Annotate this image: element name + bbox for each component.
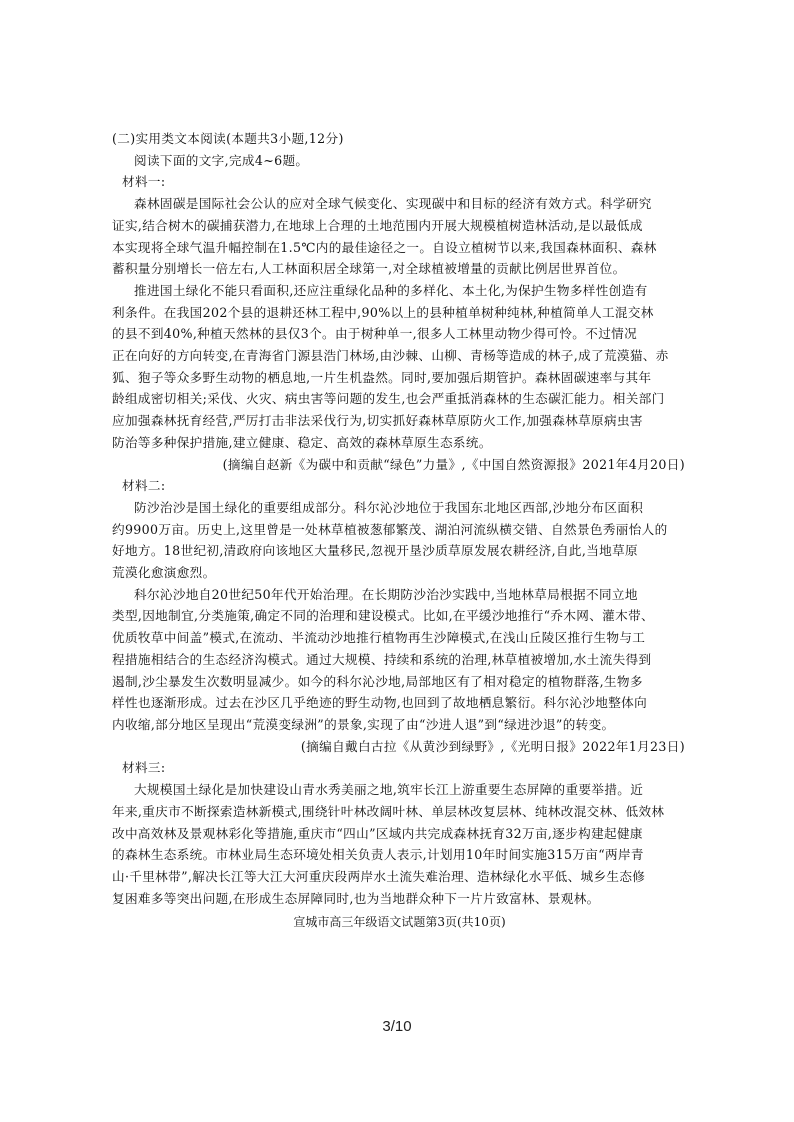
text-line: 正在向好的方向转变,在青海省门源县浩门林场,由沙棘、山柳、青杨等造成的林子,成了荒漠猫、赤 — [112, 348, 669, 364]
page-footer: 宣城市高三年级语文试题第3页(共10页) — [293, 915, 506, 930]
text-line: 约9900万亩。历史上,这里曾是一处林草植被葱郁繁茂、湖泊河流纵横交错、自然景色秀丽怡人的 — [112, 521, 668, 537]
text-line: 推进国土绿化不能只看面积,还应注重绿化品种的多样化、本土化,为保护生物多样性创造有 — [134, 282, 648, 298]
text-line: 遏制,沙尘暴发生次数明显减少。如今的科尔沁沙地,局部地区有了相对稳定的植物群落,生物多 — [112, 673, 643, 689]
text-line: 内收缩,部分地区呈现出“荒漠变绿洲”的景象,实现了由“沙进人退”到“绿进沙退”的转变。 — [112, 716, 615, 732]
text-line: 程措施相结合的生态经济沟模式。通过大规模、持续和系统的治理,林草植被增加,水土流失得到 — [112, 651, 652, 667]
text-line: 复困难多等突出问题,在形成生态屏障同时,也为当地群众种下一片片致富林、景观林。 — [112, 890, 600, 906]
material2-source: (摘编自戴白古拉《从黄沙到绿野》,《光明日报》2022年1月23日) — [300, 738, 685, 754]
page-counter: 3/10 — [382, 1018, 412, 1035]
text-line: 样性也逐渐形成。过去在沙区几乎绝迹的野生动物,也回到了故地栖息繁衍。科尔沁沙地整体向 — [112, 695, 648, 711]
material1-paragraph1 — [112, 193, 687, 280]
material1-source: (摘编自赵新《为碳中和贡献“绿色”力量》,《中国自然资源报》2021年4月20日) — [222, 456, 685, 472]
text-line: 大规模国土绿化是加快建设山青水秀美丽之地,筑牢长江上游重要生态屏障的重要举措。近 — [134, 782, 644, 798]
material1-paragraph2 — [112, 280, 687, 454]
text-line: 狐、狍子等众多野生动物的栖息地,一片生机盎然。同时,要加强后期管护。森林固碳速率与其年 — [112, 369, 652, 385]
instruction: 阅读下面的文字,完成4~6题。 — [134, 152, 309, 168]
text-line: 防沙治沙是国土绿化的重要组成部分。科尔沁沙地位于我国东北地区西部,沙地分布区面积 — [134, 499, 644, 515]
section-title: (二)实用类文本阅读(本题共3小题,12分) — [112, 131, 344, 146]
material1-label: 材料一: — [122, 174, 166, 190]
text-line: 蓄积量分别增长一倍左右,人工林面积居全球第一,对全球植被增量的贡献比例居世界首位。 — [112, 261, 626, 277]
text-line: 的森林生态系统。市林业局生态环境处相关负责人表示,计划用10年时间实施315万亩“两岸青 — [112, 847, 644, 863]
text-line: 类型,因地制宜,分类施策,确定不同的治理和建设模式。比如,在平缓沙地推行“乔木网、灌木带、 — [112, 608, 654, 624]
material2-label: 材料二: — [122, 478, 166, 494]
text-line: 改中高效林及景观林彩化等措施,重庆市“四山”区域内共完成森林抚育32万亩,逐步构建起健康 — [112, 825, 643, 841]
text-line: 好地方。18世纪初,清政府向该地区大量移民,忽视开垦沙质草原发展农耕经济,自此,当地草原 — [112, 543, 638, 559]
text-line: 年来,重庆市不断探索造林新模式,围绕针叶林改阔叶林、单层林改复层林、纯林改混交林、低效林 — [112, 803, 665, 819]
material3-label: 材料三: — [122, 760, 166, 776]
text-line: 荒漠化愈演愈烈。 — [112, 565, 216, 581]
text-line: 利条件。在我国202个县的退耕还林工程中,90%以上的县种植单树种纯林,种植简单人工混交林 — [112, 304, 654, 320]
text-line: 龄组成密切相关;采伐、火灾、病虫害等问题的发生,也会严重抵消森林的生态碳汇能力。相关部门 — [112, 391, 665, 407]
exam-page-content — [112, 128, 687, 933]
text-line: 森林固碳是国际社会公认的应对全球气候变化、实现碳中和目标的经济有效方式。科学研究 — [134, 196, 652, 212]
material2-paragraph1 — [112, 497, 687, 584]
text-line: 优质牧草中间盖”模式,在流动、半流动沙地推行植物再生沙障模式,在浅山丘陵区推行生物与工 — [112, 630, 646, 646]
text-line: 的县不到40%,种植天然林的县仅3个。由于树种单一,很多人工林里动物少得可怜。不过情况 — [112, 326, 638, 342]
text-line: 证实,结合树木的碳捕获潜力,在地球上合理的土地范围内开展大规模植树造林活动,是以最低成 — [112, 217, 643, 233]
text-line: 山·千里林带”,解决长江等大江大河重庆段两岸水土流失难治理、造林绿化水平低、城乡生态修 — [112, 868, 646, 884]
material2-paragraph2 — [112, 584, 687, 736]
text-line: 本实现将全球气温升幅控制在1.5℃内的最佳途径之一。自设立植树节以来,我国森林面积、森林 — [112, 239, 657, 255]
text-line: 防治等多种保护措施,建立健康、稳定、高效的森林草原生态系统。 — [112, 434, 492, 450]
text-line: 科尔沁沙地自20世纪50年代开始治理。在长期防沙治沙实践中,当地林草局根据不同立地 — [134, 586, 638, 602]
text-line: 应加强森林抚育经营,严厉打击非法采伐行为,切实抓好森林草原防火工作,加强森林草原病虫害 — [112, 413, 643, 429]
material3-paragraph1 — [112, 779, 687, 909]
